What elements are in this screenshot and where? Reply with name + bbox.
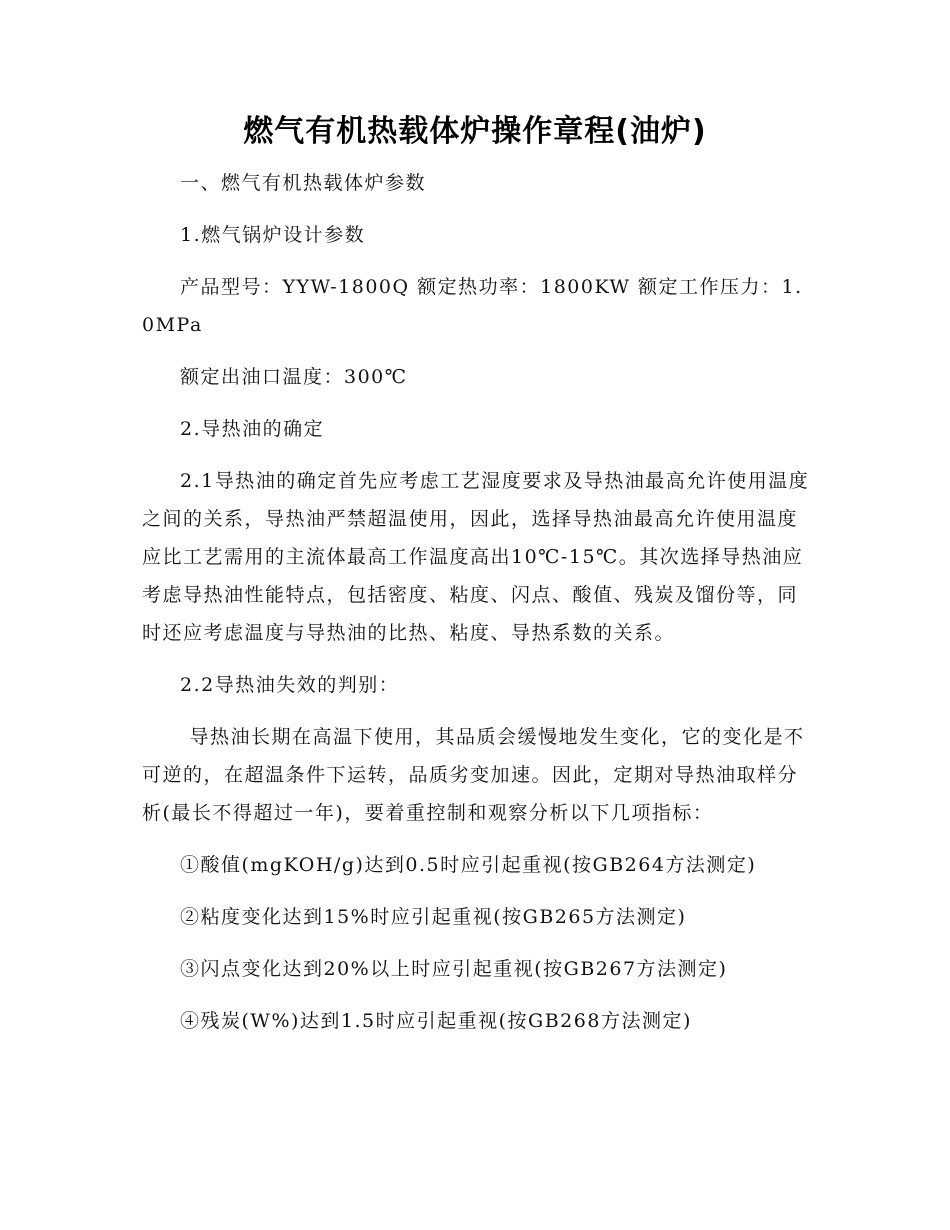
list-item-viscosity: ②粘度变化达到15%时应引起重视(按GB265方法测定) bbox=[180, 906, 687, 928]
document-body bbox=[142, 164, 810, 1054]
paragraph-outlet-temperature: 额定出油口温度：300℃ bbox=[180, 366, 408, 388]
paragraph-oil-selection: 2.1导热油的确定首先应考虑工艺湿度要求及导热油最高允许使用温度之间的关系，导热油严禁超温使用，因此，选择导热油最高允许使用温度应比工艺需用的主流体最高工作温度高出10℃-15℃。其次选择导热油应考虑导热油性能特点，包括密度、粘度、闪点、酸值、残炭及馏份等，同时还应考虑温度与导热油的比热、粘度、导热系数的关系。 bbox=[142, 470, 810, 644]
document-title: 燃气有机热载体炉操作章程(油炉) bbox=[243, 114, 707, 149]
paragraph-oil-failure: 导热油长期在高温下使用，其品质会缓慢地发生变化，它的变化是不可逆的，在超温条件下运转，品质劣变加速。因此，定期对导热油取样分析(最长不得超过一年)，要着重控制和观察分析以下几项指标： bbox=[142, 726, 805, 824]
subsection-heading-design-parameters: 1.燃气锅炉设计参数 bbox=[180, 224, 366, 246]
subsection-heading-oil-selection: 2.导热油的确定 bbox=[180, 418, 325, 440]
subsection-heading-oil-failure: 2.2导热油失效的判别： bbox=[180, 674, 400, 696]
list-item-carbon-residue: ④残炭(W%)达到1.5时应引起重视(按GB268方法测定) bbox=[180, 1010, 692, 1032]
list-item-flash-point: ③闪点变化达到20%以上时应引起重视(按GB267方法测定) bbox=[180, 958, 728, 980]
paragraph-product-specs: 产品型号：YYW-1800Q 额定热功率：1800KW 额定工作压力：1.0MPa bbox=[142, 276, 803, 336]
list-item-acid-value: ①酸值(mgKOH/g)达到0.5时应引起重视(按GB264方法测定) bbox=[180, 854, 757, 876]
section-heading-parameters: 一、燃气有机热载体炉参数 bbox=[180, 172, 427, 194]
